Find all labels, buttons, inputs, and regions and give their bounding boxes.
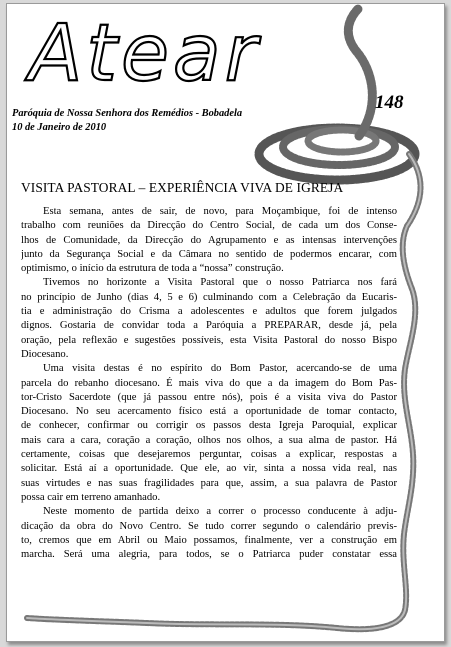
article-line: Diocesano. No seu acercamento físico está a oportunidade de tomar contacto,	[21, 406, 397, 418]
article-line: solicitar. Está aí a oportunidade. Que ele, ao vir, sinta a nossa vida real, nas	[21, 463, 397, 475]
article-line: tia e administração do Crisma a adolescentes e adultos que forem julgados	[21, 306, 397, 318]
newsletter-page	[6, 3, 445, 642]
article-line: Tivemos no horizonte a Visita Pastoral que o nosso Patriarca nos fará	[43, 277, 397, 289]
article-line: optimismo, o início da estrutura de toda a “nossa” construção.	[21, 263, 284, 275]
article-line: oração, pela reflexão e sugestões possíveis, esta Visita Pastoral do nosso Bispo	[21, 334, 397, 346]
article-line: dicação da obra do Novo Centro. Se tudo correr segundo o calendário previs-	[21, 520, 397, 532]
article-line: parcela do rebanho diocesano. É mais viva do que a da imagem do Bom Pas-	[21, 377, 397, 389]
article-line: dignos. Gostaria de convidar toda a Paróquia a PREPARAR, desde já, pela	[21, 320, 397, 332]
article-line: Diocesano.	[21, 348, 69, 360]
issue-number: 148	[375, 92, 404, 113]
rope-top-end	[348, 8, 372, 136]
article-line: possa cair em terreno amanhado.	[21, 491, 161, 503]
article-line: certamente, coisas que desejaremos perguntar, coisas a explicar, respostas a	[21, 449, 397, 461]
article-line: junto da Segurança Social e da Câmara no sentido de podermos encarar, com	[21, 248, 397, 260]
article-line: mais cara a cara, coração a coração, olhos nos olhos, a sua alma de pastor. Há	[21, 434, 397, 446]
article-line: suas virtudes e nas suas fragilidades para que, assim, a sua palavra de Pastor	[21, 477, 397, 489]
article-line: Esta semana, antes de sair, de novo, para Moçambique, foi de intenso	[43, 206, 397, 217]
article-line: trabalho com reuniões da Direcção do Centro Social, de cada um dos Conse-	[21, 220, 397, 232]
article-body	[21, 205, 397, 562]
article-line: marcha. Será uma alegria, para todos, se o Patriarca puder constatar essa	[21, 549, 397, 561]
article-line: tor-Cristo Sacerdote (que já passou entre nós), pois é a visita viva do Pastor	[21, 391, 397, 403]
article-line: Neste momento de partida deixo a correr o processo conducente à adju-	[43, 506, 397, 518]
article-line: no princípio de Junho (dias 4, 5 e 6) culminando com a Celebração da Eucaris-	[21, 291, 397, 303]
article-line: de conhecer, confirmar ou corrigir os passos desta Igreja Paroquial, explicar	[21, 420, 397, 432]
rope-coil-outer	[259, 128, 415, 180]
issue-date: 10 de Janeiro de 2010	[12, 122, 107, 133]
newsletter-title: Atear	[29, 9, 261, 99]
rope-coil-inner	[308, 130, 376, 152]
article-line: Uma visita destas é no espírito do Bom Pastor, acercando-se de uma	[43, 363, 397, 375]
article-line: lhos de Comunidade, da Direcção do Agrupamento e as intensas intervenções	[21, 234, 397, 246]
article-line: to, cremos que em Abril ou Maio possamos, finalmente, ver a construção em	[21, 534, 397, 546]
parish-name: Paróquia de Nossa Senhora dos Remédios - Bobadela	[12, 108, 243, 119]
article-heading: VISITA PASTORAL – EXPERIÊNCIA VIVA DE IGREJA	[21, 180, 344, 195]
rope-coil-middle	[283, 129, 395, 165]
